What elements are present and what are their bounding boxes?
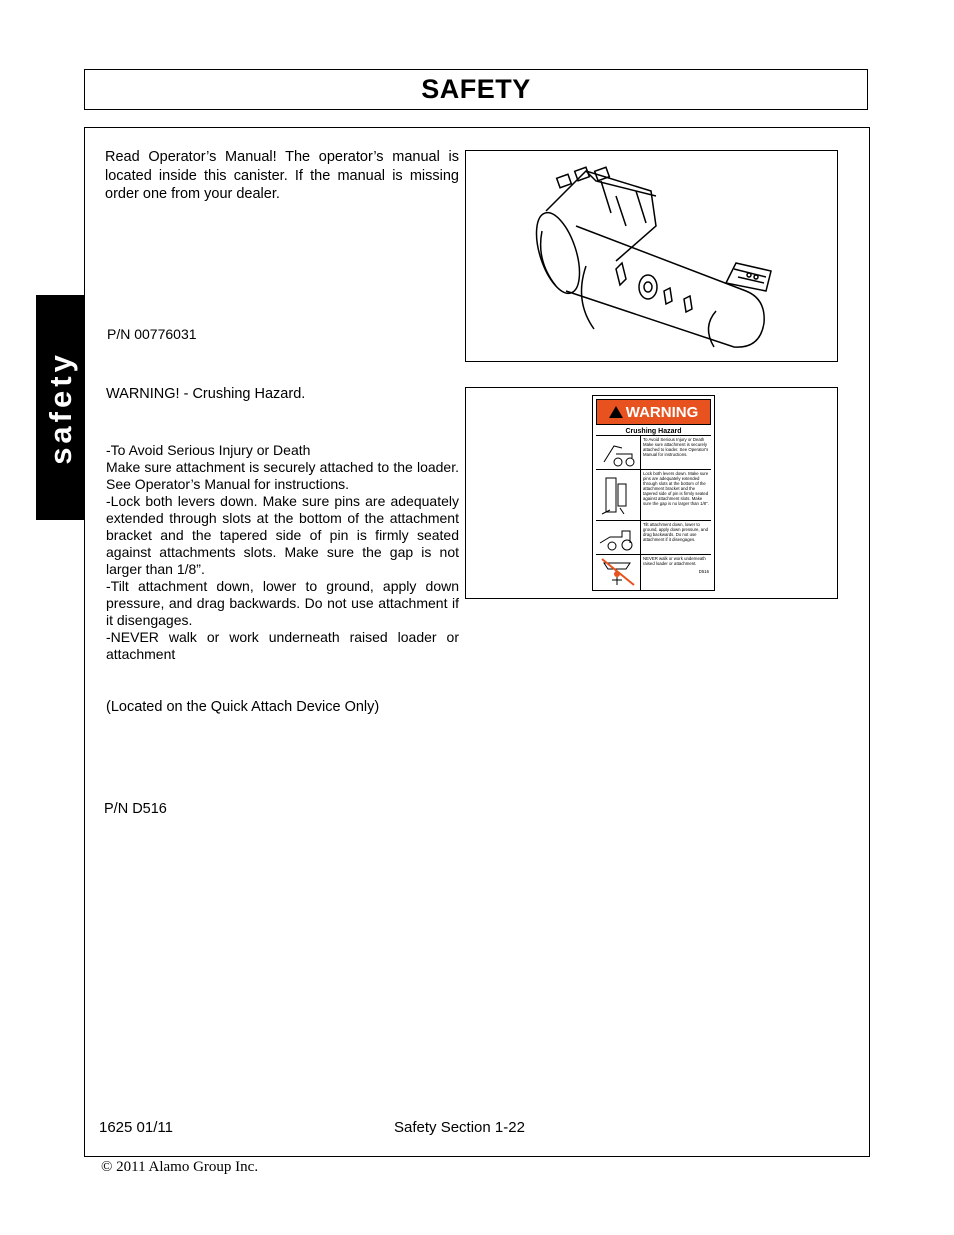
footer-section: Safety Section 1-22 (394, 1119, 525, 1136)
page-title: SAFETY (421, 74, 531, 104)
warning-heading: WARNING! - Crushing Hazard. (106, 386, 306, 402)
decal-row (596, 436, 711, 470)
warning-decal (592, 395, 715, 591)
instruction-line: Make sure attachment is securely attached to the loader. See Operator’s Manual for instructions. (106, 459, 459, 492)
warning-instructions (106, 442, 459, 663)
instruction-line: -NEVER walk or work underneath raised loader or attachment (106, 629, 459, 662)
manual-canister-text: Read Operator’s Manual! The operator’s manual is located inside this canister. If the manual is missing order one from your dealer. (105, 149, 459, 202)
header-box (84, 69, 868, 110)
canister-illustration (465, 150, 838, 362)
decal-row-text-line: NEVER walk or work underneath raised loader or attachment. (643, 556, 706, 566)
tractor-icon (596, 521, 641, 554)
side-tab (36, 295, 85, 520)
decal-row (596, 555, 711, 590)
instruction-line: -Lock both levers down. Make sure pins are adequately extended through slots at the bottom of the attachment bracket and the tapered side of pin is firmly seated against attachments slots. Make sure the gap is not larger than 1/8”. (106, 493, 459, 577)
decal-signal-word: WARNING (625, 403, 699, 421)
copyright: © 2011 Alamo Group Inc. (101, 1159, 259, 1175)
decal-code: D516 (698, 569, 709, 574)
crush-person-icon (596, 555, 641, 590)
location-note: (Located on the Quick Attach Device Only) (106, 699, 380, 715)
decal-row (596, 470, 711, 521)
decal-hazard: Crushing Hazard (596, 428, 711, 436)
loader-icon (596, 436, 641, 469)
footer-model-date: 1625 01/11 (99, 1119, 173, 1136)
warning-decal-illustration (465, 387, 838, 599)
warning-triangle-icon (609, 406, 623, 418)
decal-header (596, 399, 711, 425)
side-tab-label: safety (42, 350, 78, 465)
decal-row-text: To Avoid Serious Injury or Death Make sure attachment is securely attached to loader. See Operator's Manual for instructions. (643, 437, 709, 457)
decal-row-text: Lock both levers down. Make sure pins are adequately extended through slots at the bottom of the attachment bracket and the tapered side of pin is firmly seated against attachment slots. Make sure the gap is no larger than 1/8". (643, 471, 709, 506)
manual-canister-drawing (466, 151, 837, 361)
decal-row-text: Tilt attachment down, lower to ground, apply down pressure, and drag backwards. Do not use attachment if it disengages. (643, 522, 708, 542)
instruction-line: -Tilt attachment down, lower to ground, apply down pressure, and drag backwards. Do not use attachment if it disengages. (106, 578, 459, 628)
decal-row (596, 521, 711, 555)
part-number-canister: P/N 00776031 (107, 326, 197, 342)
instruction-line: -To Avoid Serious Injury or Death (106, 442, 311, 458)
content-box (84, 127, 870, 1157)
decal-row-text (641, 555, 711, 590)
part-number-decal: P/N D516 (104, 801, 167, 817)
bracket-pin-icon (596, 470, 641, 520)
